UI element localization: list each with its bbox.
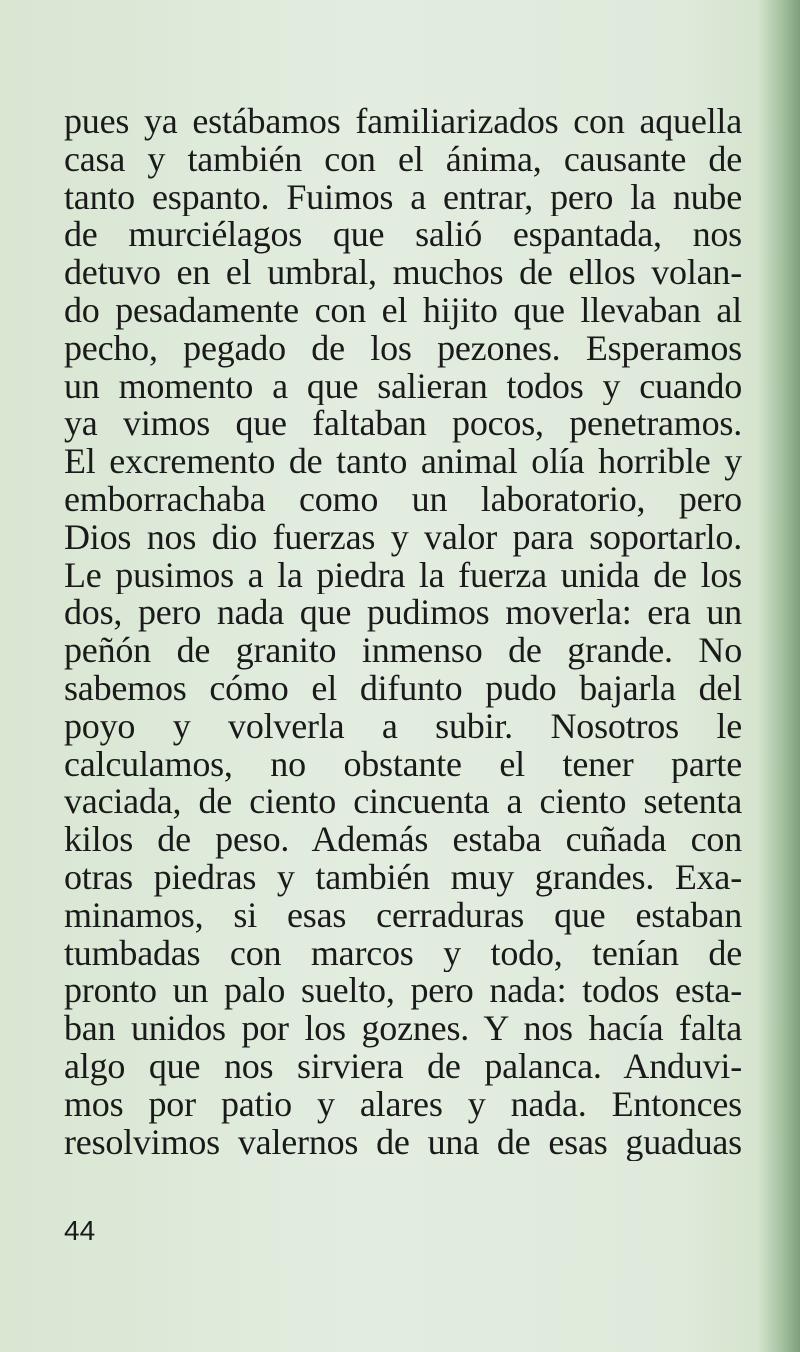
text-line: Le pusimos a la piedra la fuerza unida de los (64, 556, 742, 595)
page-number: 44 (64, 1215, 96, 1246)
text-line: un momento a que salieran todos y cuando (64, 367, 742, 406)
text-line: pecho, pegado de los pezones. Esperamos (64, 329, 742, 368)
body-text (64, 103, 742, 1161)
text-line: sabemos cómo el difunto pudo bajarla del (64, 669, 742, 708)
text-line: ya vimos que faltaban pocos, penetramos. (64, 405, 742, 444)
text-line: mos por patio y alares y nada. Entonces (64, 1085, 742, 1124)
text-line: vaciada, de ciento cincuenta a ciento setenta (64, 783, 742, 822)
page-edge-shadow (758, 0, 800, 1352)
text-line: pues ya estábamos familiarizados con aquella (64, 103, 742, 141)
text-line: El excremento de tanto animal olía horrible y (64, 443, 742, 481)
text-line: dos, pero nada que pudimos moverla: era un (64, 594, 742, 633)
text-line: detuvo en el umbral, muchos de ellos volan- (64, 254, 742, 292)
text-line: ban unidos por los goznes. Y nos hacía falta (64, 1010, 742, 1048)
text-line: de murciélagos que salió espantada, nos (64, 216, 742, 255)
text-line: resolvimos valernos de una de esas guaduas (64, 1123, 742, 1162)
text-line: otras piedras y también muy grandes. Exa- (64, 858, 742, 897)
text-line: do pesadamente con el hijito que llevaban al (64, 291, 742, 330)
text-line: pronto un palo suelto, pero nada: todos esta- (64, 972, 742, 1011)
text-line: poyo y volverla a subir. Nosotros le (64, 707, 742, 746)
text-line: emborrachaba como un laboratorio, pero (64, 480, 742, 519)
text-line: algo que nos sirviera de palanca. Anduvi- (64, 1047, 742, 1086)
text-line: kilos de peso. Además estaba cuñada con (64, 821, 742, 859)
text-line: Dios nos dio fuerzas y valor para soportarlo. (64, 518, 742, 557)
text-line: tanto espanto. Fuimos a entrar, pero la nube (64, 178, 742, 217)
text-line: peñón de granito inmenso de grande. No (64, 632, 742, 670)
text-line: tumbadas con marcos y todo, tenían de (64, 934, 742, 973)
text-line: casa y también con el ánima, causante de (64, 140, 742, 179)
text-line: calculamos, no obstante el tener parte (64, 745, 742, 784)
text-line: minamos, si esas cerraduras que estaban (64, 896, 742, 935)
